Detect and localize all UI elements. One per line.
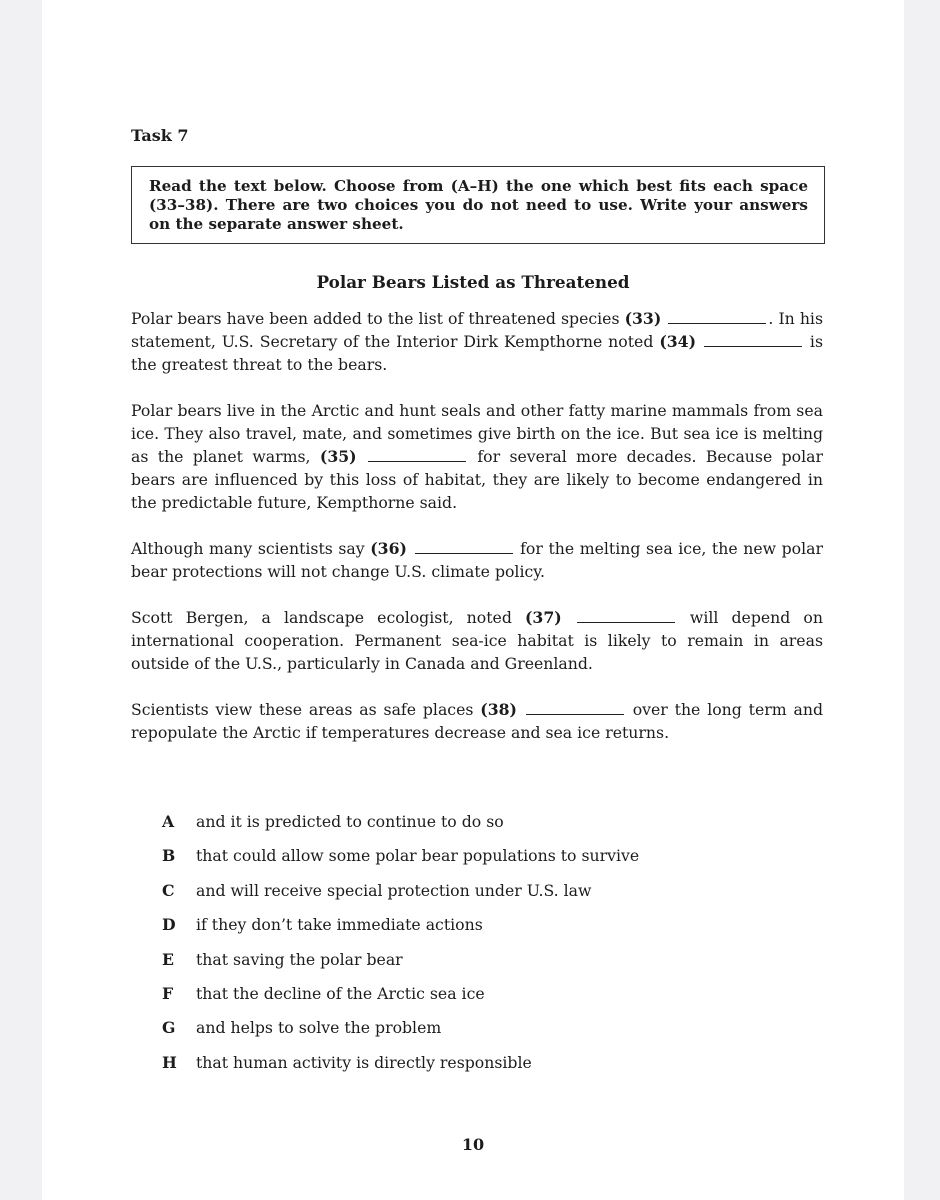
- gap-number: (37): [524, 608, 562, 627]
- answer-gap: [368, 449, 466, 462]
- paragraph-text: Although many scientists say: [131, 539, 371, 558]
- option-letter: F: [162, 983, 174, 1003]
- paragraph-text: . In his statement, U.S. Secretary of the Interior Dirk Kempthorne noted: [131, 309, 823, 351]
- answer-gap: [526, 702, 624, 715]
- gap-number: (34): [659, 332, 696, 351]
- task-title: Task 7: [131, 126, 189, 145]
- option-e: [162, 950, 762, 984]
- instructions-box: Read the text below. Choose from (A–H) the one which best fits each space (33–38). There are two choices you do not need to use. Write your answers on the separate answer sheet.: [131, 166, 825, 244]
- gap-number: (33): [624, 309, 662, 328]
- paragraph-3: [131, 537, 823, 583]
- paragraph-text: will depend on international cooperation. Permanent sea-ice habitat is likely to remain in areas outside of the U.S., particularly in Canada and Greenland.: [131, 608, 823, 673]
- option-text: that human activity is directly responsible: [196, 1052, 532, 1072]
- option-text: that saving the polar bear: [196, 949, 403, 969]
- option-text: and helps to solve the problem: [196, 1018, 442, 1038]
- option-letter: E: [162, 949, 174, 969]
- option-h: [162, 1053, 762, 1087]
- document-page: [42, 0, 904, 1200]
- option-text: that could allow some polar bear populations to survive: [196, 846, 640, 866]
- answer-gap: [415, 541, 513, 554]
- option-d: [162, 915, 762, 949]
- paragraph-2: [131, 399, 823, 514]
- gap-number: (35): [319, 447, 357, 466]
- gap-number: (36): [370, 539, 407, 558]
- option-c: [162, 881, 762, 915]
- paragraph-4: [131, 606, 823, 675]
- option-letter: A: [162, 812, 175, 831]
- answer-gap: [577, 610, 675, 623]
- paragraph-text: Polar bears live in the Arctic and hunt seals and other fatty marine mammals from sea ice. They also travel, mate, and sometimes give birth on the ice. But sea ice is melting as the planet warms,: [131, 401, 823, 466]
- paragraph-5: [131, 698, 823, 744]
- paragraph-text: Scientists view these areas as safe places: [131, 700, 481, 719]
- option-text: and will receive special protection under U.S. law: [196, 880, 592, 900]
- option-a: [162, 812, 762, 846]
- answer-gap: [704, 334, 802, 347]
- answer-gap: [668, 311, 766, 324]
- option-b: [162, 846, 762, 880]
- options-list: [162, 812, 762, 1087]
- paragraph-1: [131, 307, 823, 376]
- option-letter: H: [162, 1052, 177, 1072]
- page-number: 10: [461, 1135, 485, 1154]
- gap-number: (38): [480, 700, 517, 719]
- paragraph-text: over the long term and repopulate the Arctic if temperatures decrease and sea ice returns.: [131, 700, 823, 742]
- paragraph-text: for several more decades. Because polar bears are influenced by this loss of habitat, they are likely to become endangered in the predictable future, Kempthorne said.: [131, 447, 823, 512]
- option-letter: C: [162, 880, 175, 900]
- option-text: and it is predicted to continue to do so: [196, 812, 504, 831]
- paragraph-text: Scott Bergen, a landscape ecologist, noted: [131, 608, 525, 627]
- option-g: [162, 1018, 762, 1052]
- option-letter: B: [162, 846, 176, 866]
- article-title: Polar Bears Listed as Threatened: [316, 272, 630, 292]
- paragraph-text: is the greatest threat to the bears.: [131, 332, 823, 374]
- option-letter: D: [162, 915, 176, 935]
- paragraph-text: Polar bears have been added to the list of threatened species: [131, 309, 625, 328]
- option-letter: G: [162, 1018, 176, 1038]
- option-text: that the decline of the Arctic sea ice: [196, 983, 485, 1003]
- paragraph-text: for the melting sea ice, the new polar bear protections will not change U.S. climate policy.: [131, 539, 823, 581]
- option-text: if they don’t take immediate actions: [196, 915, 483, 935]
- option-f: [162, 984, 762, 1018]
